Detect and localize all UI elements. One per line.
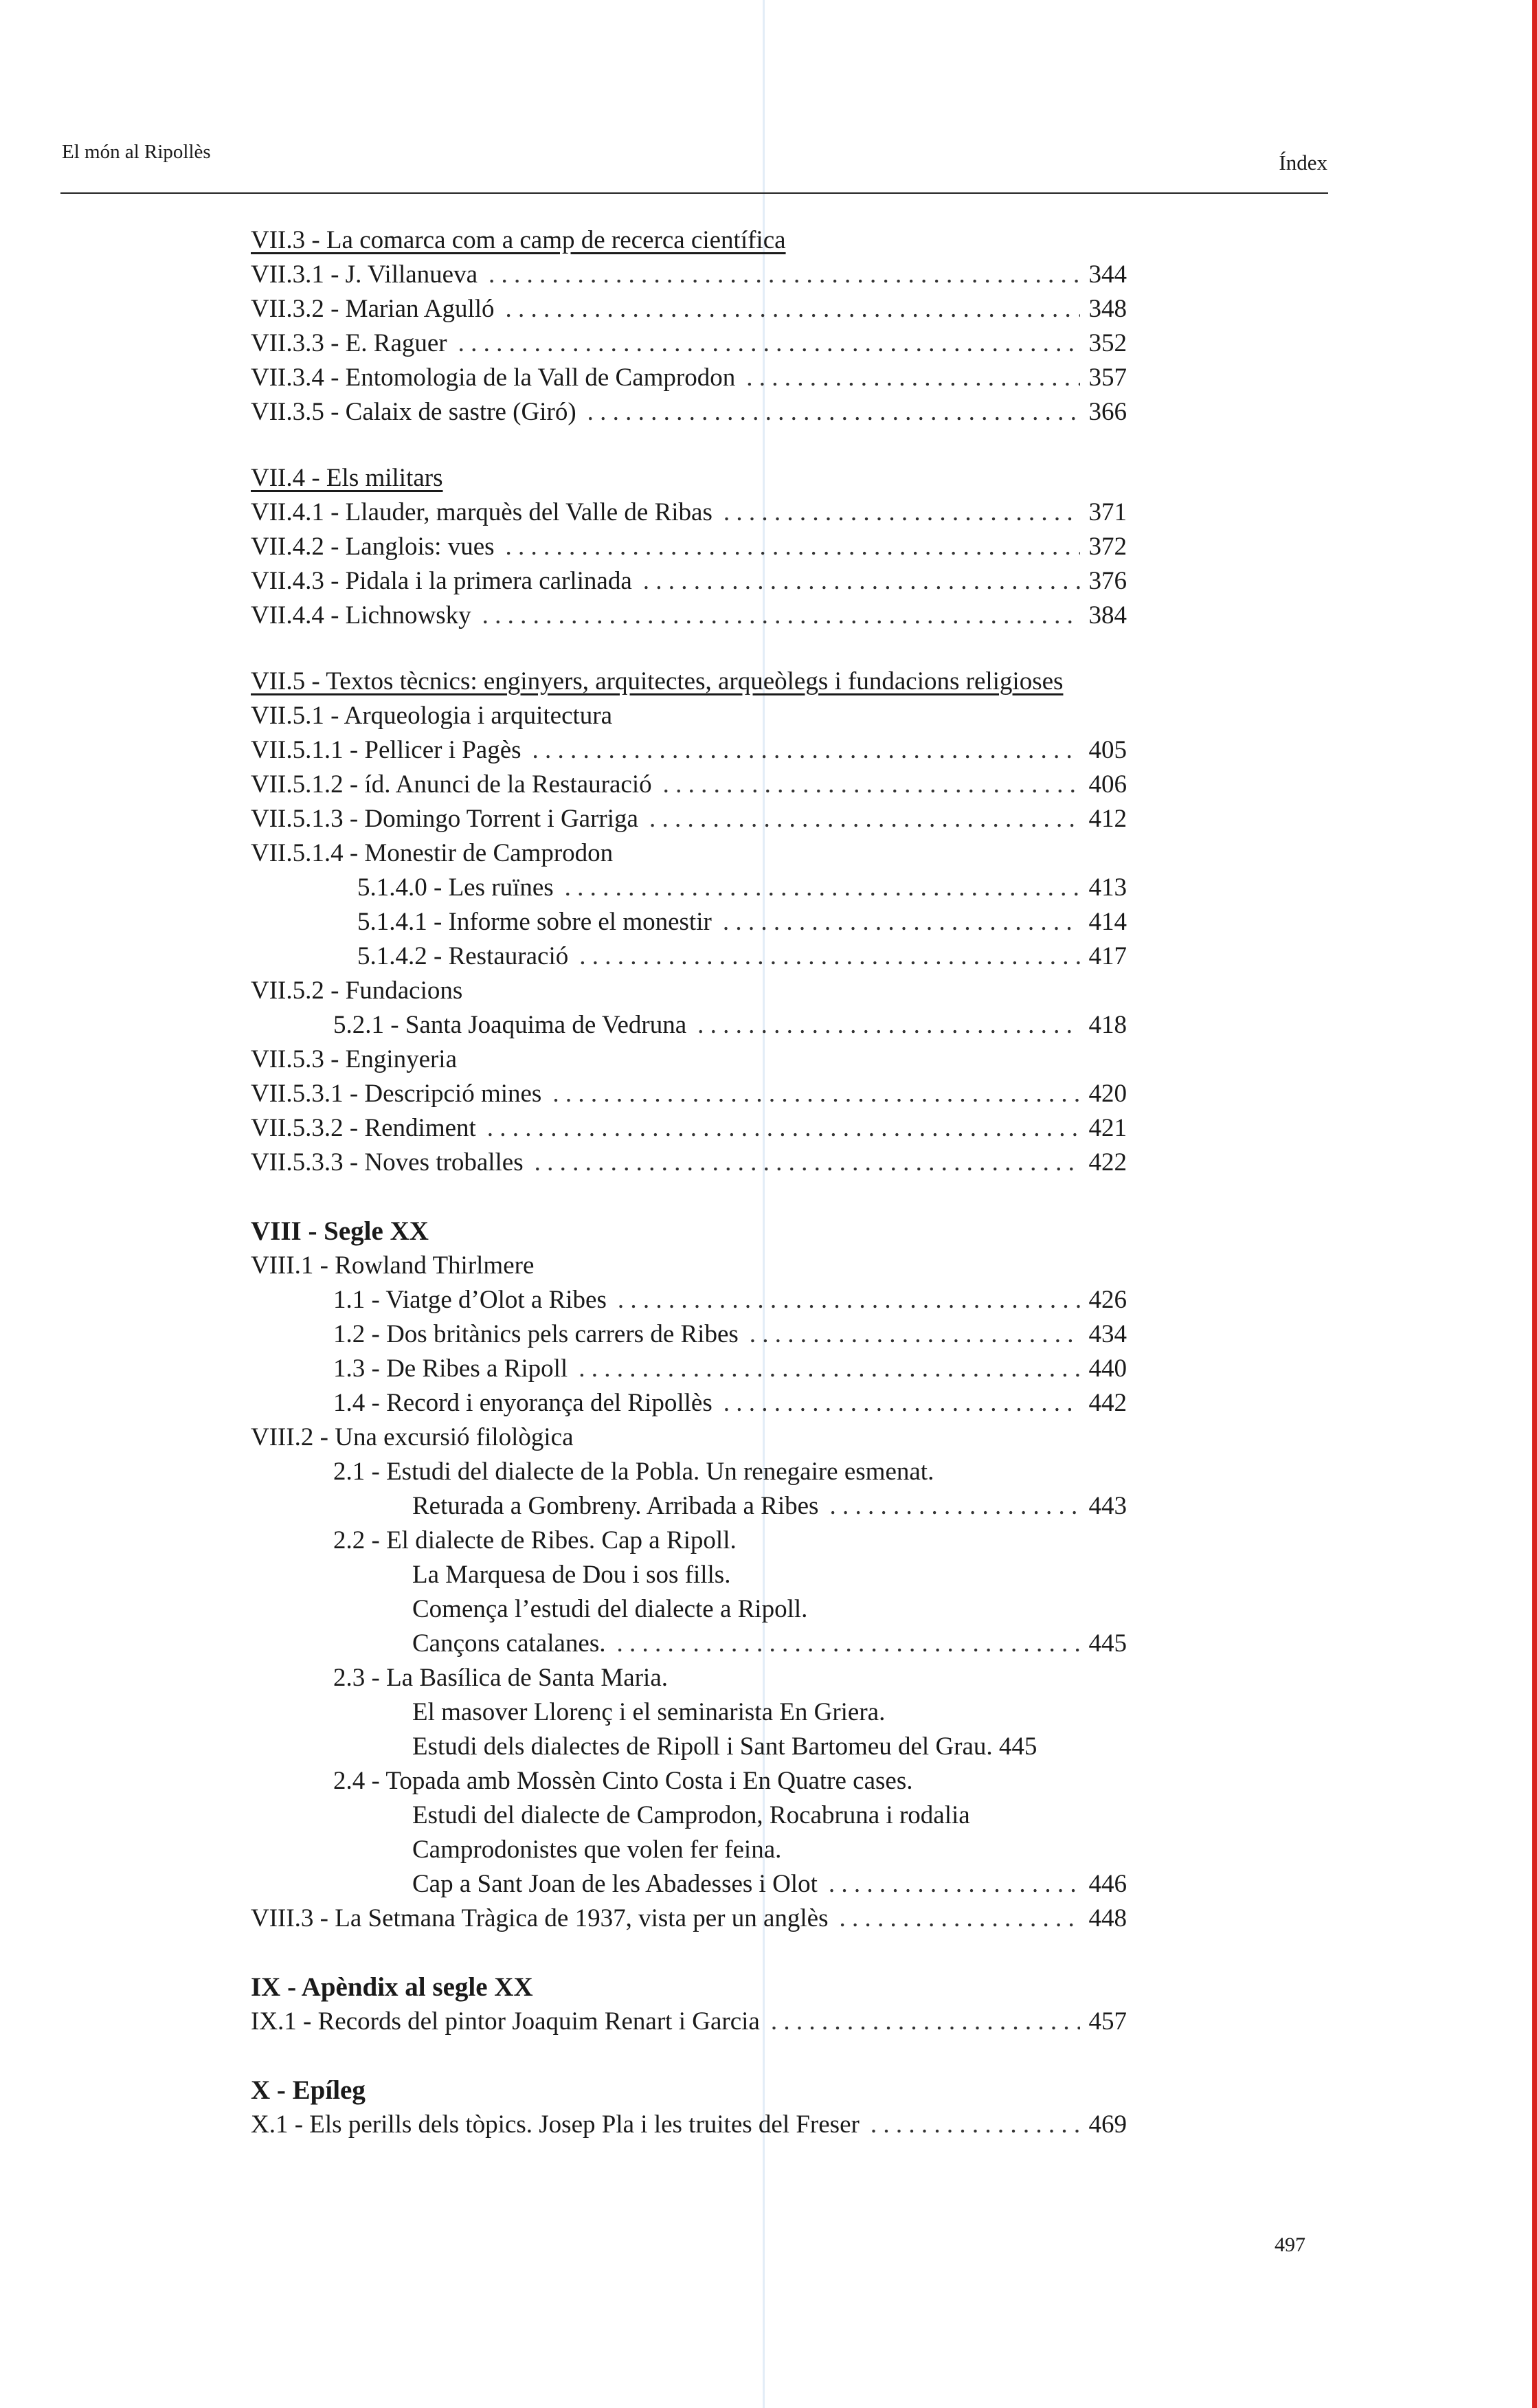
toc-entry[interactable] [251, 905, 1127, 939]
dot-leader [663, 768, 1080, 802]
dot-leader [489, 258, 1080, 292]
toc-text-line: Comença l’estudi del dialecte a Ripoll. [412, 1595, 808, 1623]
toc-entry-label: 1.4 - Record i enyorança del Ripollès [333, 1389, 713, 1417]
dot-leader [506, 530, 1080, 564]
toc-text-line: Estudi del dialecte de Camprodon, Rocabruna i rodalia [412, 1801, 970, 1829]
toc-entry-page: 384 [1088, 601, 1127, 629]
toc-entry-page: 348 [1088, 295, 1127, 323]
header-rule [60, 192, 1328, 194]
toc-text-line: La Marquesa de Dou i sos fills. [412, 1561, 731, 1589]
dot-leader [579, 939, 1080, 974]
dot-leader [697, 1008, 1080, 1043]
book-title: El món al Ripollès [62, 141, 211, 163]
toc-entry-label: VII.3.2 - Marian Agulló [251, 295, 495, 323]
toc-entry-label: VII.5.1.2 - íd. Anunci de la Restauració [251, 770, 652, 799]
toc-entry-page: 442 [1088, 1389, 1127, 1417]
dot-leader [552, 1077, 1080, 1111]
dot-leader [482, 599, 1080, 633]
toc-entry-page: 344 [1088, 260, 1127, 289]
dot-leader [506, 292, 1080, 326]
toc-entry[interactable] [251, 530, 1127, 564]
toc-subheading: VII.5.3 - Enginyeria [251, 1045, 458, 1073]
toc-entry[interactable] [251, 733, 1127, 768]
toc-entry[interactable] [251, 1146, 1127, 1180]
dot-leader [746, 361, 1080, 395]
toc-entry[interactable] [251, 871, 1127, 905]
toc-entry-label: VII.5.3.1 - Descripció mines [251, 1080, 542, 1108]
toc-entry-label: Cap a Sant Joan de les Abadesses i Olot [412, 1870, 818, 1898]
toc-text-line: 2.4 - Topada amb Mossèn Cinto Costa i En Quatre cases. [333, 1767, 913, 1795]
dot-leader [840, 1902, 1080, 1936]
dot-leader [643, 564, 1080, 599]
toc-entry[interactable] [251, 1627, 1127, 1661]
toc-entry-page: 414 [1088, 908, 1127, 936]
toc-entry-label: VII.4.3 - Pidala i la primera carlinada [251, 567, 632, 595]
toc-entry-page: 376 [1088, 567, 1127, 595]
toc-text-line: 2.3 - La Basílica de Santa Maria. [333, 1664, 668, 1692]
toc-subheading: VII.5.1.4 - Monestir de Camprodon [251, 839, 614, 867]
toc-entry-label: 5.2.1 - Santa Joaquima de Vedruna [333, 1011, 687, 1039]
toc-text-line: 2.1 - Estudi del dialecte de la Pobla. Un renegaire esmenat. [333, 1458, 934, 1486]
toc-entry-label: VII.3.1 - J. Villanueva [251, 260, 478, 289]
dot-leader [458, 326, 1080, 361]
toc-entry-page: 457 [1088, 2007, 1127, 2036]
toc-entry-label: VIII.3 - La Setmana Tràgica de 1937, vista per un anglès [251, 1904, 829, 1932]
toc-entry-label: VII.5.1.3 - Domingo Torrent i Garriga [251, 805, 638, 833]
toc-entry-label: 1.1 - Viatge d’Olot a Ribes [333, 1286, 607, 1314]
dot-leader [487, 1111, 1080, 1146]
toc-entry-page: 366 [1088, 398, 1127, 426]
toc-entry-page: 406 [1088, 770, 1127, 799]
toc-entry[interactable] [251, 1386, 1127, 1420]
dot-leader [535, 1146, 1080, 1180]
toc-text-line: 2.2 - El dialecte de Ribes. Cap a Ripoll. [333, 1526, 737, 1554]
dot-leader [723, 495, 1080, 530]
toc-entry[interactable] [251, 495, 1127, 530]
toc-entry-label: VII.3.5 - Calaix de sastre (Giró) [251, 398, 576, 426]
toc-entry-label: 5.1.4.1 - Informe sobre el monestir [357, 908, 712, 936]
toc-entry-page: 405 [1088, 736, 1127, 764]
toc-entry-label: VII.3.3 - E. Raguer [251, 329, 447, 357]
toc-entry-label: VII.5.3.2 - Rendiment [251, 1114, 476, 1142]
toc-entry-label: VII.5.1.1 - Pellicer i Pagès [251, 736, 521, 764]
dot-leader [723, 1386, 1080, 1420]
part-heading: IX - Apèndix al segle XX [251, 1972, 533, 2002]
toc-entry-label: 5.1.4.2 - Restauració [357, 942, 569, 970]
dot-leader [750, 1317, 1080, 1352]
toc-entry-page: 413 [1088, 873, 1127, 902]
toc-subheading: VII.5.1 - Arqueologia i arquitectura [251, 702, 613, 730]
toc-entry[interactable] [251, 1489, 1127, 1524]
dot-leader [871, 2108, 1080, 2142]
section-heading: VII.5 - Textos tècnics: enginyers, arquitectes, arqueòlegs i fundacions religioses [251, 667, 1064, 695]
toc-entry-page: 420 [1088, 1080, 1127, 1108]
toc-entry[interactable] [251, 2108, 1127, 2142]
toc-entry-page: 443 [1088, 1492, 1127, 1520]
toc-entry[interactable] [251, 1008, 1127, 1043]
part-heading: VIII - Segle XX [251, 1216, 429, 1246]
toc-entry[interactable] [251, 599, 1127, 633]
toc-entry[interactable] [251, 361, 1127, 395]
page-number: 497 [1275, 2233, 1305, 2256]
toc-text-line: El masover Llorenç i el seminarista En Griera. [412, 1698, 886, 1726]
dot-leader [829, 1867, 1080, 1902]
toc-entry-page: 421 [1088, 1114, 1127, 1142]
toc-entry-label: 5.1.4.0 - Les ruïnes [357, 873, 554, 902]
toc-entry-page: 445 [1088, 1629, 1127, 1658]
scan-edge-mark [1532, 0, 1537, 2408]
toc-entry-page: 446 [1088, 1870, 1127, 1898]
dot-leader [649, 802, 1080, 836]
toc-entry-label: VII.4.1 - Llauder, marquès del Valle de Ribas [251, 498, 713, 526]
dot-leader [565, 871, 1080, 905]
toc-entry-page: 426 [1088, 1286, 1127, 1314]
toc-entry-page: 440 [1088, 1354, 1127, 1383]
toc-entry-page: 418 [1088, 1011, 1127, 1039]
toc-subheading: VII.5.2 - Fundacions [251, 977, 463, 1005]
dot-leader [532, 733, 1080, 768]
toc-entry-label: 1.3 - De Ribes a Ripoll [333, 1354, 568, 1383]
section-heading: VII.4 - Els militars [251, 464, 443, 492]
toc-entry-label: Cançons catalanes. [412, 1629, 606, 1658]
toc-entry[interactable] [251, 292, 1127, 326]
running-header [62, 141, 1327, 196]
toc-entry[interactable] [251, 1317, 1127, 1352]
toc-entry-label: VII.4.4 - Lichnowsky [251, 601, 471, 629]
toc-subheading: VIII.2 - Una excursió filològica [251, 1423, 574, 1451]
toc-entry[interactable] [251, 1902, 1127, 1936]
toc-entry[interactable] [251, 939, 1127, 974]
toc-entry[interactable] [251, 1352, 1127, 1386]
toc-entry[interactable] [251, 1077, 1127, 1111]
toc-entry-label: IX.1 - Records del pintor Joaquim Renart i Garcia [251, 2007, 760, 2036]
toc-entry-label: Returada a Gombreny. Arribada a Ribes [412, 1492, 819, 1520]
toc-entry-label: 1.2 - Dos britànics pels carrers de Ribes [333, 1320, 739, 1348]
toc-entry-page: 357 [1088, 364, 1127, 392]
toc-entry-page: 434 [1088, 1320, 1127, 1348]
toc-text-line: Camprodonistes que volen fer feina. [412, 1836, 782, 1864]
toc-subheading: VIII.1 - Rowland Thirlmere [251, 1251, 535, 1280]
table-of-contents [251, 223, 1185, 2142]
dot-leader [617, 1627, 1081, 1661]
dot-leader [587, 395, 1080, 430]
part-heading: X - Epíleg [251, 2075, 366, 2105]
toc-entry-page: 417 [1088, 942, 1127, 970]
toc-entry-page: 371 [1088, 498, 1127, 526]
toc-entry[interactable] [251, 802, 1127, 836]
toc-entry[interactable] [251, 326, 1127, 361]
toc-entry-label: VII.5.3.3 - Noves troballes [251, 1148, 524, 1177]
toc-entry-page: 422 [1088, 1148, 1127, 1177]
toc-entry-page: 412 [1088, 805, 1127, 833]
toc-entry[interactable] [251, 2005, 1127, 2039]
dot-leader [829, 1489, 1080, 1524]
toc-entry-label: X.1 - Els perills dels tòpics. Josep Pla i les truites del Freser [251, 2110, 860, 2139]
toc-entry[interactable] [251, 1867, 1127, 1902]
toc-entry[interactable] [251, 564, 1127, 599]
toc-entry[interactable] [251, 1111, 1127, 1146]
section-heading: VII.3 - La comarca com a camp de recerca científica [251, 226, 786, 254]
toc-entry[interactable] [251, 395, 1127, 430]
dot-leader [723, 905, 1080, 939]
toc-entry[interactable] [251, 768, 1127, 802]
toc-entry-label: VII.4.2 - Langlois: vues [251, 533, 495, 561]
dot-leader [618, 1283, 1080, 1317]
toc-text-line: Estudi dels dialectes de Ripoll i Sant Bartomeu del Grau. 445 [412, 1732, 1037, 1761]
dot-leader [579, 1352, 1080, 1386]
toc-entry-page: 372 [1088, 533, 1127, 561]
toc-entry-label: VII.3.4 - Entomologia de la Vall de Camprodon [251, 364, 736, 392]
toc-entry[interactable] [251, 258, 1127, 292]
toc-entry-page: 469 [1088, 2110, 1127, 2139]
section-title: Índex [1279, 150, 1327, 175]
toc-entry-page: 448 [1088, 1904, 1127, 1932]
toc-entry[interactable] [251, 1283, 1127, 1317]
dot-leader [771, 2005, 1080, 2039]
toc-entry-page: 352 [1088, 329, 1127, 357]
